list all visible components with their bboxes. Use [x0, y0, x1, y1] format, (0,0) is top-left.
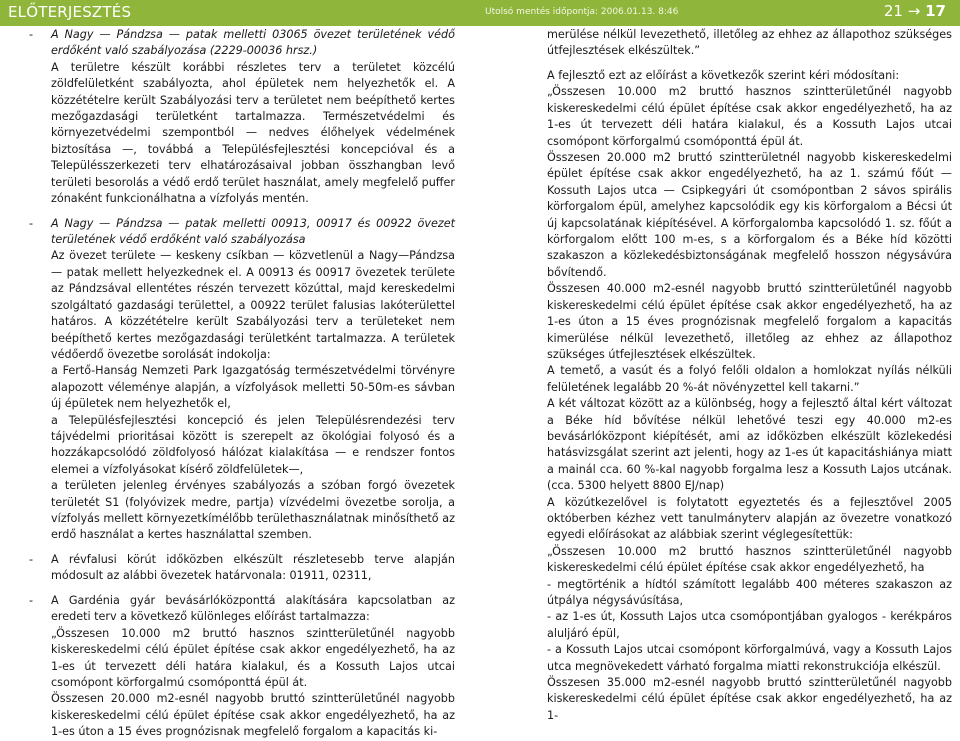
quote-paragraph: „Összesen 10.000 m2 bruttó hasznos szintterületűnél nagyobb kiskereskedelmi célú épület építése csak akkor engedélyezhető, ha az 1-es út tervezett déli határa kialakul, és a Kossuth Lajos utcai csomópont körforgalmú csomóponttá épül át.: [51, 626, 455, 689]
paragraph: A révfalusi körút időközben elkészült részletesebb terve alapján módosult az alábbi övezetek határvonala: 01911, 02311,: [51, 552, 455, 583]
bullet-paragraph: a Fertő-Hanság Nemzeti Park Igazgatóság természetvédelmi törvényre alapozott véleménye alapján, a vízfolyások melletti 50-50m-es sávban új épületek nem helyezhetők el,: [51, 364, 455, 411]
page-number-right: 17: [925, 2, 946, 20]
paragraph: A területre készült korábbi részletes terv a területet közcélú zöldfelületként szabályozta, ahol épületek nem helyezhetők el. A közzétételre került Szabályozási terv a területet nem beépíthető kertes mezőgazdasági területként tartalmazza. Természetvédelmi és környezetvédelmi szempontból — nedves élőhelyek védelmének biztosítása —, továbbá a Településfejlesztési koncepcióval és a Településszerkezeti terv elhatározásaival jobban összhangban levő területi besorolás a védő erdő terület használat, amely megfelelő puffer zónaként funkcionálhatna a vízfolyás mentén.: [51, 60, 455, 206]
quote-paragraph: - megtörténik a hídtól számított legalább 400 méteres szakaszon az útpálya négysávúsítása,: [547, 577, 952, 607]
quote-paragraph: Összesen 35.000 m2-esnél nagyobb bruttó szintterületűnél nagyobb kiskereskedelmi célú épület építése csak akkor engedélyezhető, ha az 1-: [547, 676, 952, 722]
quote-paragraph: - az 1-es út, Kossuth Lajos utca csomópontjában gyalogos - kerékpáros aluljáró épül,: [547, 610, 952, 640]
paragraph: merülése nélkül levezethető, illetőleg az ehhez az állapothoz szükséges útfejlesztések elkészültek.”: [547, 28, 952, 58]
list-item: [29, 216, 455, 544]
quote-paragraph: Összesen 20.000 m2-esnél nagyobb bruttó szintterületűnél nagyobb kiskereskedelmi célú épület építése csak akkor engedélyezhető, ha az 1-es úton a 15 éves prognózisnak megfelelő forgalom a kapacitás ki-: [51, 692, 455, 739]
quote-paragraph: „Összesen 10.000 m2 bruttó hasznos szintterületűnél nagyobb kiskereskedelmi célú épület építése csak akkor engedélyezhető, ha az 1-es út tervezett déli határa kialakul, és a Kossuth Lajos utcai csomópont körforgalmú csomóponttá épül át.: [547, 85, 952, 148]
last-saved-timestamp: Utolsó mentés időpontja: 2006.01.13. 8:46: [485, 7, 679, 17]
list-item: [29, 552, 455, 585]
list-dash: -: [29, 593, 34, 607]
paragraph: A Gardénia gyár bevásárlóközponttá alakítására kapcsolatban az eredeti terv a következő különleges előírást tartalmazza:: [51, 593, 455, 624]
item-heading: A Nagy — Pándzsa — patak melletti 03065 övezet területének védő erdőként való szabályozása (2229-00036 hrsz.): [51, 28, 455, 58]
right-column: [547, 27, 952, 724]
paragraph: A közútkezelővel is folytatott egyeztetés és a fejlesztővel 2005 októberben kézhez vett tanulmányterv alapján az övezetre vonatkozó egyedi előírásokat az alábbiak szerint véglegesítettük:: [547, 495, 952, 542]
list-item: [29, 593, 455, 741]
left-column: [29, 27, 455, 741]
document-title: ELŐTERJESZTÉS: [8, 3, 132, 21]
paragraph: Az övezet területe — keskeny csíkban — közvetlenül a Nagy—Pándzsa — patak mellett helyezkednek el. A 00913 és 00917 övezetek területe az Pándzsával ellentétes részén tervezett közúttal, majd kereskedelmi szolgáltató gazdasági területtel, a 00922 terület falusias lakóterülettel határos. A közzétételre került Szabályozási terv a területeket nem beépíthető kertes mezőgazdasági területként tartalmazza. A területek védőerdő övezetbe sorolását indokolja:: [51, 249, 455, 361]
page-number-left: 21: [883, 2, 903, 20]
list-dash: -: [29, 28, 34, 41]
quote-paragraph: A temető, a vasút és a folyó felőli oldalon a homlokzat nyílás nélküli felületének legalább 20 %-át növényzettel kell takarni.”: [547, 364, 952, 394]
page-numbers: [884, 2, 946, 20]
item-heading: A Nagy — Pándzsa — patak melletti 00913, 00917 és 00922 övezet területének védő erdőként való szabályozása: [51, 216, 455, 247]
paragraph: A fejlesztő ezt az előírást a következők szerint kéri módosítani:: [547, 69, 900, 82]
quote-paragraph: „Összesen 10.000 m2 bruttó hasznos szintterületűnél nagyobb kiskereskedelmi célú épület építése csak akkor engedélyezhető, ha: [547, 544, 952, 575]
quote-paragraph: - a Kossuth Lajos utcai csomópont körforgalmúvá, vagy a Kossuth Lajos utca megnövekedett várható forgalma miatti rekonstrukciója elkészül.: [547, 643, 952, 673]
bullet-paragraph: a Településfejlesztési koncepció és jelen Településrendezési terv tájvédelmi prioritásai között is szerepelt az ökológiai folyosó és a hozzákapcsolódó zöldfolyosó hálózat kialakítása — e rendszer fontos elemei a vízfolyásokat kísérő zöldfelületek—,: [51, 413, 455, 476]
bullet-paragraph: a területen jelenleg érvényes szabályozás a szóban forgó övezetek területét S1 (folyóvizek medre, partja) vízvédelmi övezetbe sorolja, a vízfolyás mellett környezetkímélőbb területhasználatnak minősíthető az erdő használat a kertes használattal szemben.: [51, 479, 455, 542]
paragraph: A két változat között az a különbség, hogy a fejlesztő által kért változat a Béke híd bővítése nélkül lehetővé teszi egy 40.000 m2-es bevásárlóközpont kiépítését, ami az időközben elkészült közlekedési hatásvizsgálat szerint azt jelenti, hogy az 1-es út kapacitáshiánya miatt a mainál cca. 60 %-kal nagyobb forgalma lesz a Kossuth Lajos utcának. (cca. 5300 helyett 8800 EJ/nap): [547, 397, 952, 493]
document-header: [0, 0, 960, 26]
arrow-icon: →: [907, 2, 921, 20]
quote-paragraph: Összesen 20.000 m2 bruttó szintterületnél nagyobb kiskereskedelmi épület építése csak akkor engedélyezhető, ha az 1. számú főút — Kossuth Lajos utca — Csipkegyári út csomópontban 2 sávos spirális körforgalom épül, amelyhez kapcsolódik egy kis körforgalom a Bécsi út új kapcsolatának kiépítésével. A körforgalomba kapcsolódó 1. sz. főút a körforgalom előtt 100 m-es, s a körforgalom és a Béke híd közötti szakaszon a közlekedésbiztonságának megfelelő hosszon négysávúra bővítendő.: [547, 151, 952, 279]
list-dash: -: [29, 552, 34, 566]
list-item: [29, 27, 455, 207]
list-dash: -: [29, 216, 34, 230]
quote-paragraph: Összesen 40.000 m2-esnél nagyobb bruttó szintterületűnél nagyobb kiskereskedelmi célú épület építése csak akkor engedélyezhető, ha az 1-es úton a 15 éves prognózisnak megfelelő forgalom a kapacitás kimerülése nélkül levezethető, illetőleg az ehhez az állapothoz szükséges útfejlesztések elkészültek.: [547, 282, 952, 361]
